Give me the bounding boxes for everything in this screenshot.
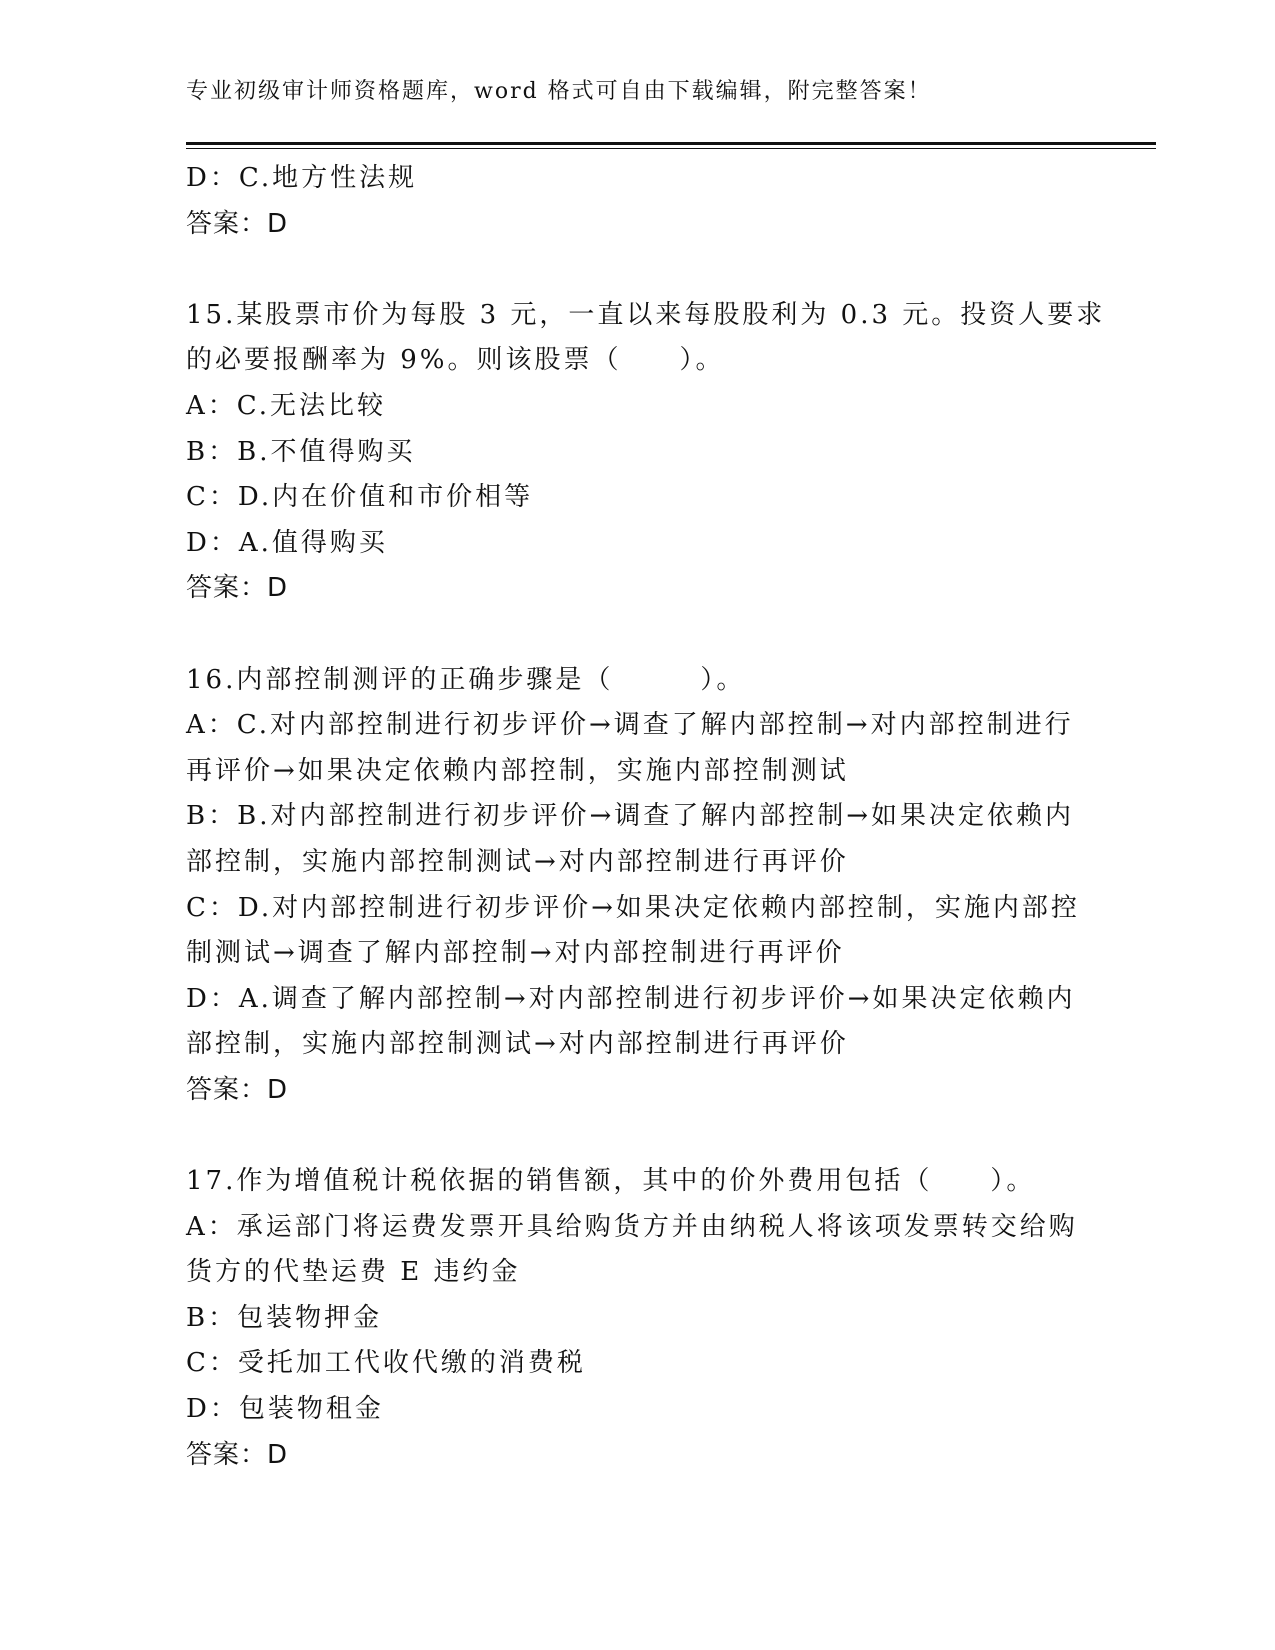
option-c-cont: 制测试→调查了解内部控制→对内部控制进行再评价 (186, 938, 845, 969)
option-d: D：A.值得购买 (186, 527, 388, 558)
option-b-cont: 部控制，实施内部控制测试→对内部控制进行再评价 (186, 846, 849, 877)
option-b: B：B.对内部控制进行初步评价→调查了解内部控制→如果决定依赖内 (186, 801, 1075, 832)
header-rule-thick (186, 142, 1156, 145)
option-a-cont: 再评价→如果决定依赖内部控制，实施内部控制测试 (186, 755, 849, 786)
page-header: 专业初级审计师资格题库，word 格式可自由下载编辑，附完整答案！ (186, 79, 932, 104)
answer: 答案：D (186, 1439, 289, 1470)
option-d: D：A.调查了解内部控制→对内部控制进行初步评价→如果决定依赖内 (186, 983, 1076, 1014)
answer: 答案：D (186, 573, 289, 604)
question-15 (186, 293, 1106, 612)
question-content (186, 156, 1106, 1478)
question-stem-line: 的必要报酬率为 9%。则该股票（ ）。 (186, 345, 725, 376)
prev-option-d: D：C.地方性法规 (186, 163, 418, 193)
option-a-cont: 货方的代垫运费 E 违约金 (186, 1257, 521, 1288)
question-stem-line: 16.内部控制测评的正确步骤是（ ）。 (186, 664, 746, 695)
option-d-cont: 部控制，实施内部控制测试→对内部控制进行再评价 (186, 1029, 849, 1060)
header-rule-thin (186, 148, 1156, 149)
option-b: B：包装物押金 (186, 1302, 383, 1333)
option-b: B：B.不值得购买 (186, 436, 416, 467)
question-stem-line: 15.某股票市价为每股 3 元，一直以来每股股利为 0.3 元。投资人要求 (186, 299, 1106, 330)
question-stem-line: 17.作为增值税计税依据的销售额，其中的价外费用包括（ ）。 (186, 1166, 1036, 1197)
option-c: C：受托加工代收代缴的消费税 (186, 1348, 586, 1379)
question-17 (186, 1159, 1086, 1478)
option-a: A：C.无法比较 (186, 390, 387, 421)
option-a: A：承运部门将运费发票开具给购货方并由纳税人将该项发票转交给购 (186, 1211, 1078, 1242)
prev-answer: 答案：D (186, 208, 289, 239)
question-16 (186, 658, 1086, 1114)
option-d: D：包装物租金 (186, 1394, 384, 1425)
option-c: C：D.内在价值和市价相等 (186, 482, 534, 513)
answer: 答案：D (186, 1074, 289, 1105)
option-c: C：D.对内部控制进行初步评价→如果决定依赖内部控制，实施内部控 (186, 892, 1080, 923)
option-a: A：C.对内部控制进行初步评价→调查了解内部控制→对内部控制进行 (186, 710, 1074, 741)
